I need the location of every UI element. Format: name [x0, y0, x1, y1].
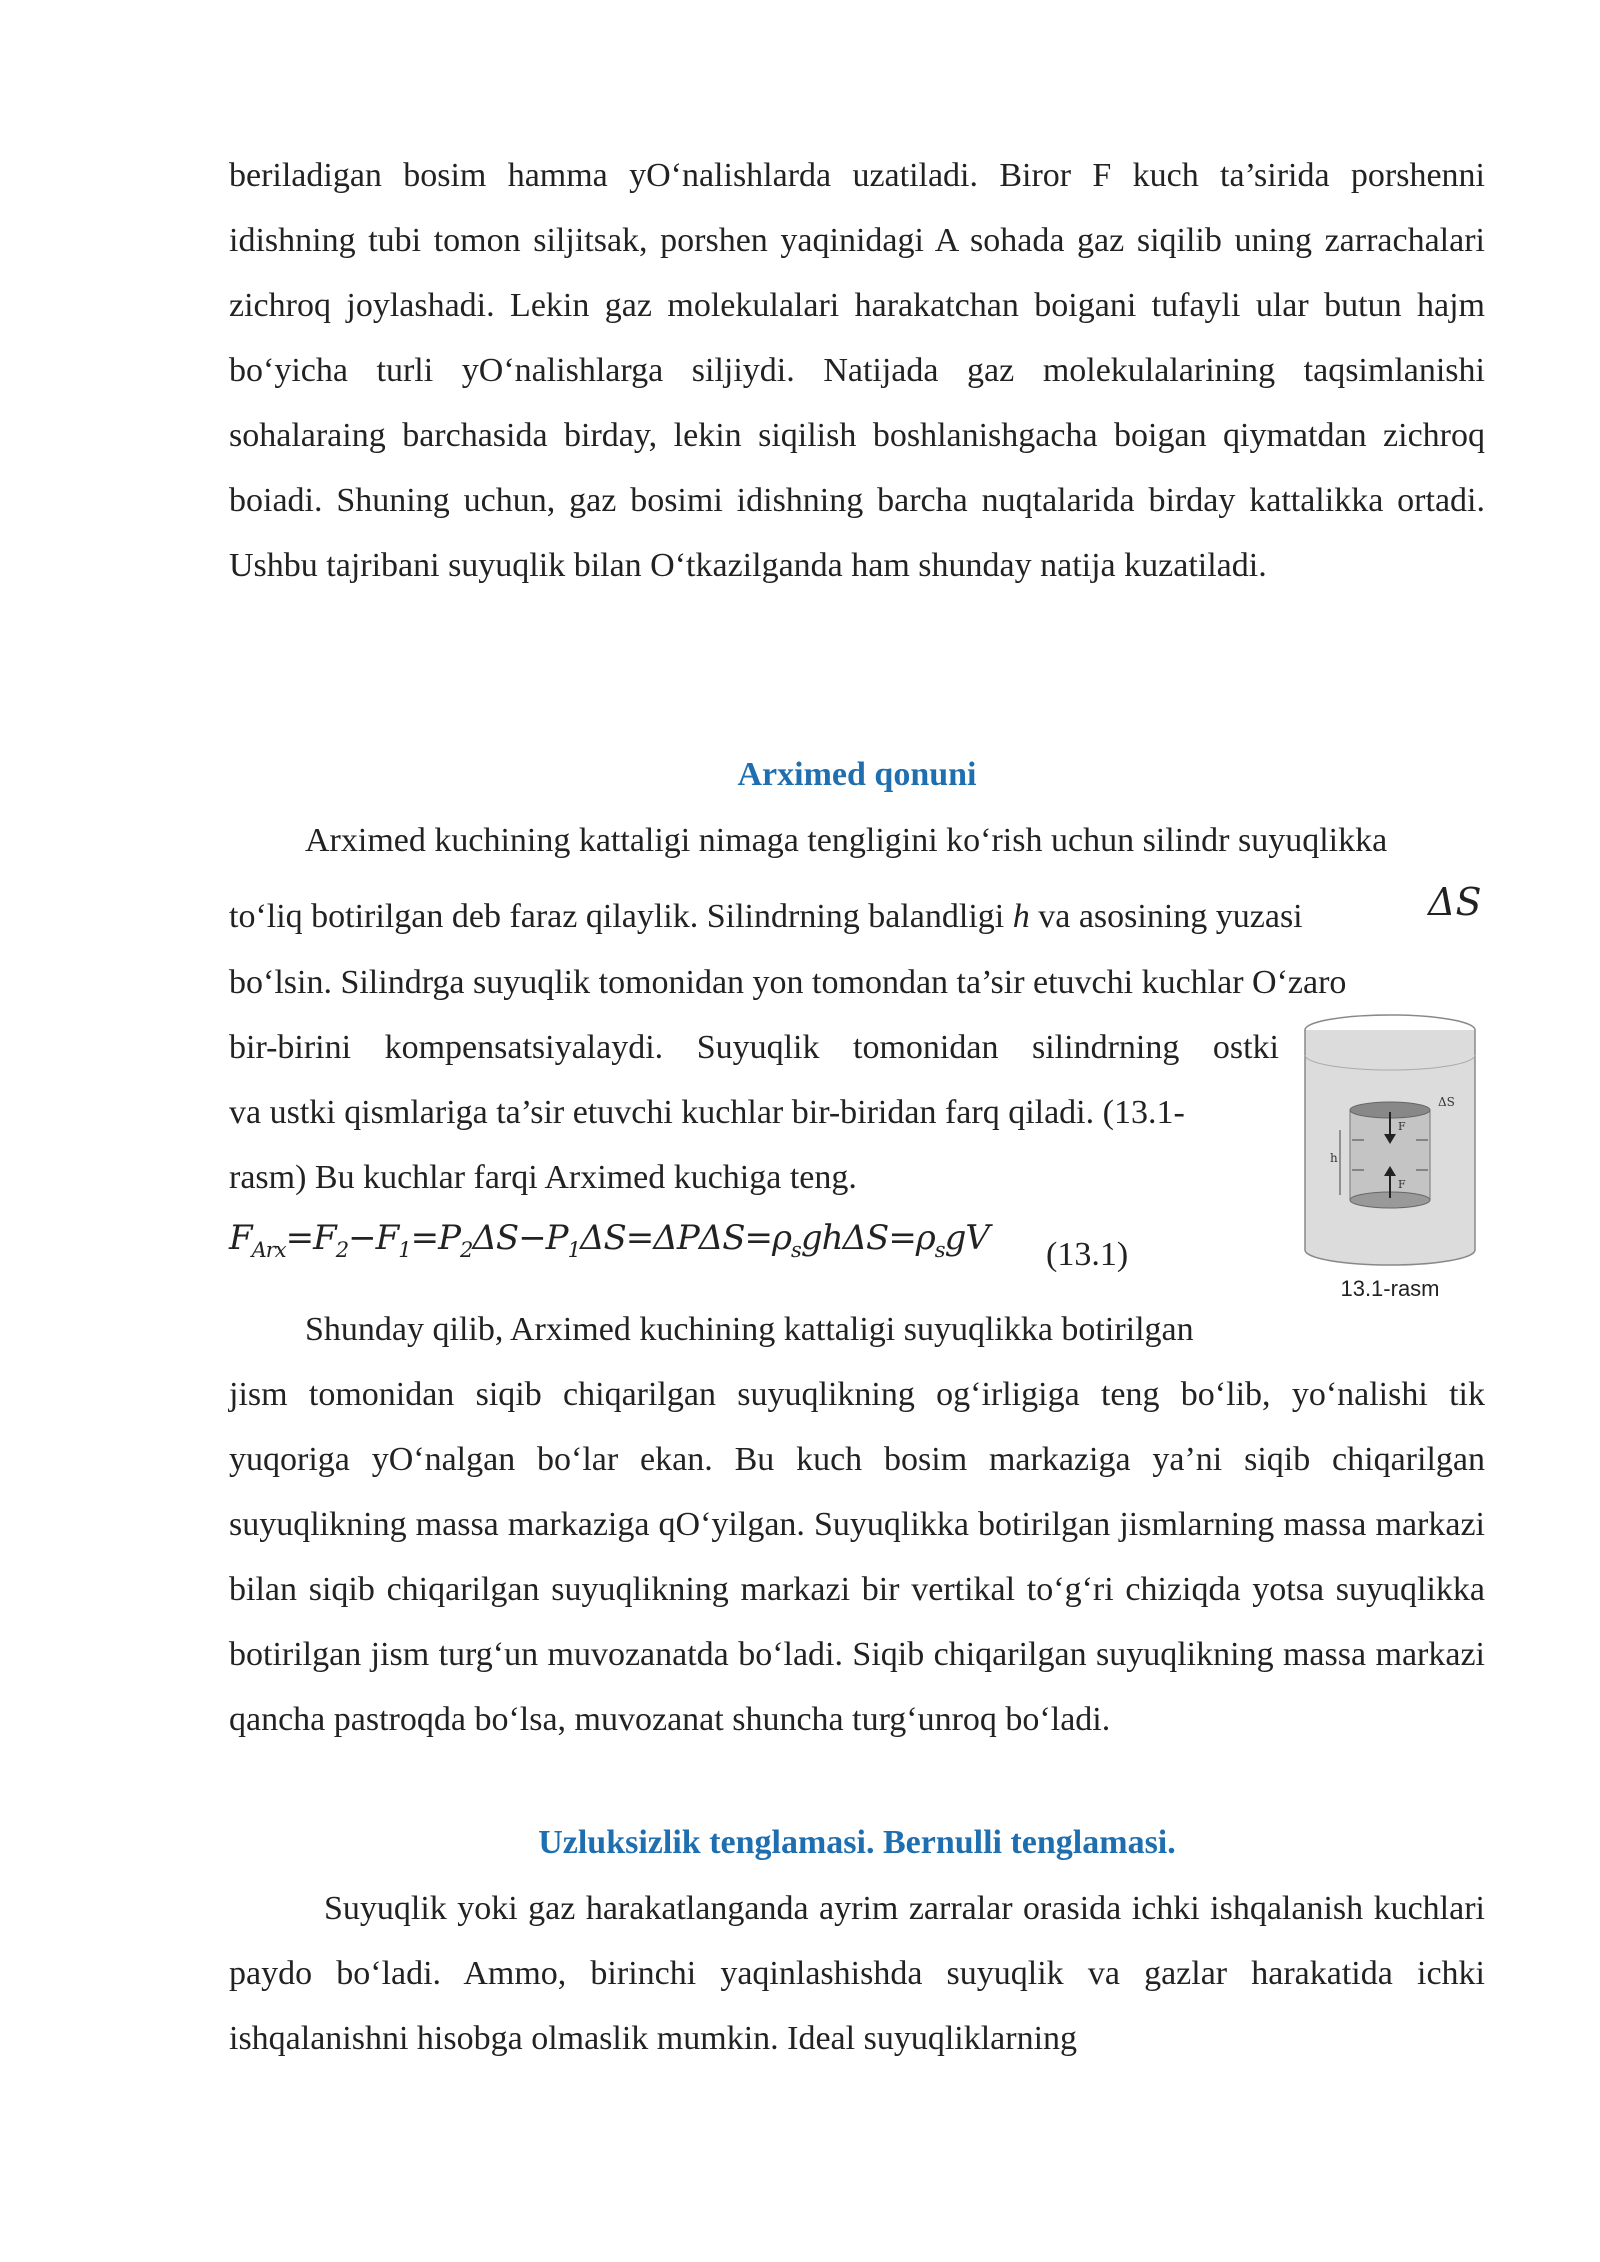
- paragraph-fluid-motion: Suyuqlik yoki gaz harakatlanganda ayrim zarralar orasida ichki ishqalanish kuchlari paydo bo‘ladi. Ammo, birinchi yaqinlashishda suyuqlik va gazlar harakatida ichki ishqalanishni hisobga olmaslik mumkin. Ideal suyuqliklarning: [229, 1890, 1485, 2057]
- equation-number: (13.1): [1046, 1236, 1129, 1273]
- var-h: h: [1012, 898, 1030, 935]
- text-line: Arximed kuchining kattaligi nimaga tengligini ko‘rish uchun silindr suyuqlikka: [305, 822, 1388, 859]
- archimedes-formula: [229, 1218, 989, 1262]
- formula-part: =P: [410, 1218, 460, 1258]
- formula-sub: Arx: [251, 1237, 286, 1262]
- paragraph-pascal: beriladigan bosim hamma yO‘nalishlarda uzatiladi. Biror F kuch ta’sirida porshenni idishning tubi tomon siljitsak, porshen yaqinidagi A sohada gaz siqilib uning zarrachalari zichroq joylashadi. Lekin gaz molekulalari harakatchan boigani tufayli ular butun hajm bo‘yicha turli yO‘nalishlarga siljiydi. Natijada gaz molekulalarining taqsimlanishi sohalaraing barchasida birday, lekin siqilish boshlanishgacha boigan qiymatdan zichroq boiadi. Shuning uchun, gaz bosimi idishning barcha nuqtalarida birday kattalikka ortadi. Ushbu tajribani suyuqlik bilan O‘tkazilganda ham shunday natija kuzatiladi.: [229, 157, 1485, 584]
- formula-sub: 2: [335, 1237, 349, 1262]
- text-line: bo‘lsin. Silindrga suyuqlik tomonidan yon tomondan ta’sir etuvchi kuchlar O‘zaro: [229, 964, 1347, 1001]
- formula-part: =F: [285, 1218, 336, 1258]
- formula-sub: s: [791, 1237, 801, 1262]
- text-line: [229, 884, 1485, 949]
- formula-part: ghΔS=ρ: [800, 1218, 935, 1258]
- formula-part: −F: [348, 1218, 399, 1258]
- text-line: va ustki qismlariga ta’sir etuvchi kuchlar bir-biridan farq qiladi. (13.1-: [229, 1094, 1185, 1131]
- paragraph-result-first-line: Shunday qilib, Arximed kuchining kattaligi suyuqlikka botirilgan: [305, 1311, 1194, 1348]
- var-delta-s: ΔS: [1428, 880, 1482, 924]
- formula-sub: 1: [398, 1237, 411, 1262]
- heading-continuity: Uzluksizlik tenglamasi. Bernulli tenglamasi.: [538, 1824, 1176, 1861]
- label-f2: F: [1398, 1178, 1406, 1191]
- label-h: h: [1330, 1151, 1338, 1165]
- cylinder-figure: [1300, 1010, 1480, 1280]
- text-span: va asosining yuzasi: [1038, 898, 1303, 935]
- text-span: to‘liq botirilgan deb faraz qilaylik. Silindrning balandligi: [229, 898, 1005, 935]
- paragraph-result: jism tomonidan siqib chiqarilgan suyuqlikning og‘irligiga teng bo‘lib, yo‘nalishi tik yuqoriga yO‘nalgan bo‘lar ekan. Bu kuch bosim markaziga ya’ni siqib chiqarilgan suyuqlikning massa markaziga qO‘yilgan. Suyuqlikka botirilgan jismlarning massa markazi bilan siqib chiqarilgan suyuqlikning markazi bir vertikal to‘g‘ri chiziqda yotsa suyuqlikka botirilgan jism turg‘un muvozanatda bo‘ladi. Siqib chiqarilgan suyuqlikning massa markazi qancha pastroqda bo‘lsa, muvozanat shuncha turg‘unroq bo‘ladi.: [229, 1376, 1485, 1738]
- text-line: rasm) Bu kuchlar farqi Arximed kuchiga teng.: [229, 1159, 857, 1196]
- formula-part: gV: [944, 1218, 989, 1258]
- label-delta-s: ΔS: [1438, 1095, 1455, 1109]
- formula-sub: 2: [459, 1237, 473, 1262]
- figure-caption: 13.1-rasm: [1340, 1276, 1440, 1301]
- formula-part: ΔS=ΔPΔS=ρ: [579, 1218, 792, 1258]
- heading-archimedes: Arximed qonuni: [737, 756, 977, 793]
- text-line: bir-birini kompensatsiyalaydi. Suyuqlik tomonidan silindrning ostki: [229, 1029, 1279, 1066]
- formula-sub: s: [934, 1237, 945, 1262]
- formula-sub: 1: [567, 1237, 580, 1262]
- formula-part: ΔS−P: [472, 1218, 568, 1258]
- label-f1: F: [1398, 1120, 1406, 1133]
- formula-part: F: [229, 1218, 252, 1258]
